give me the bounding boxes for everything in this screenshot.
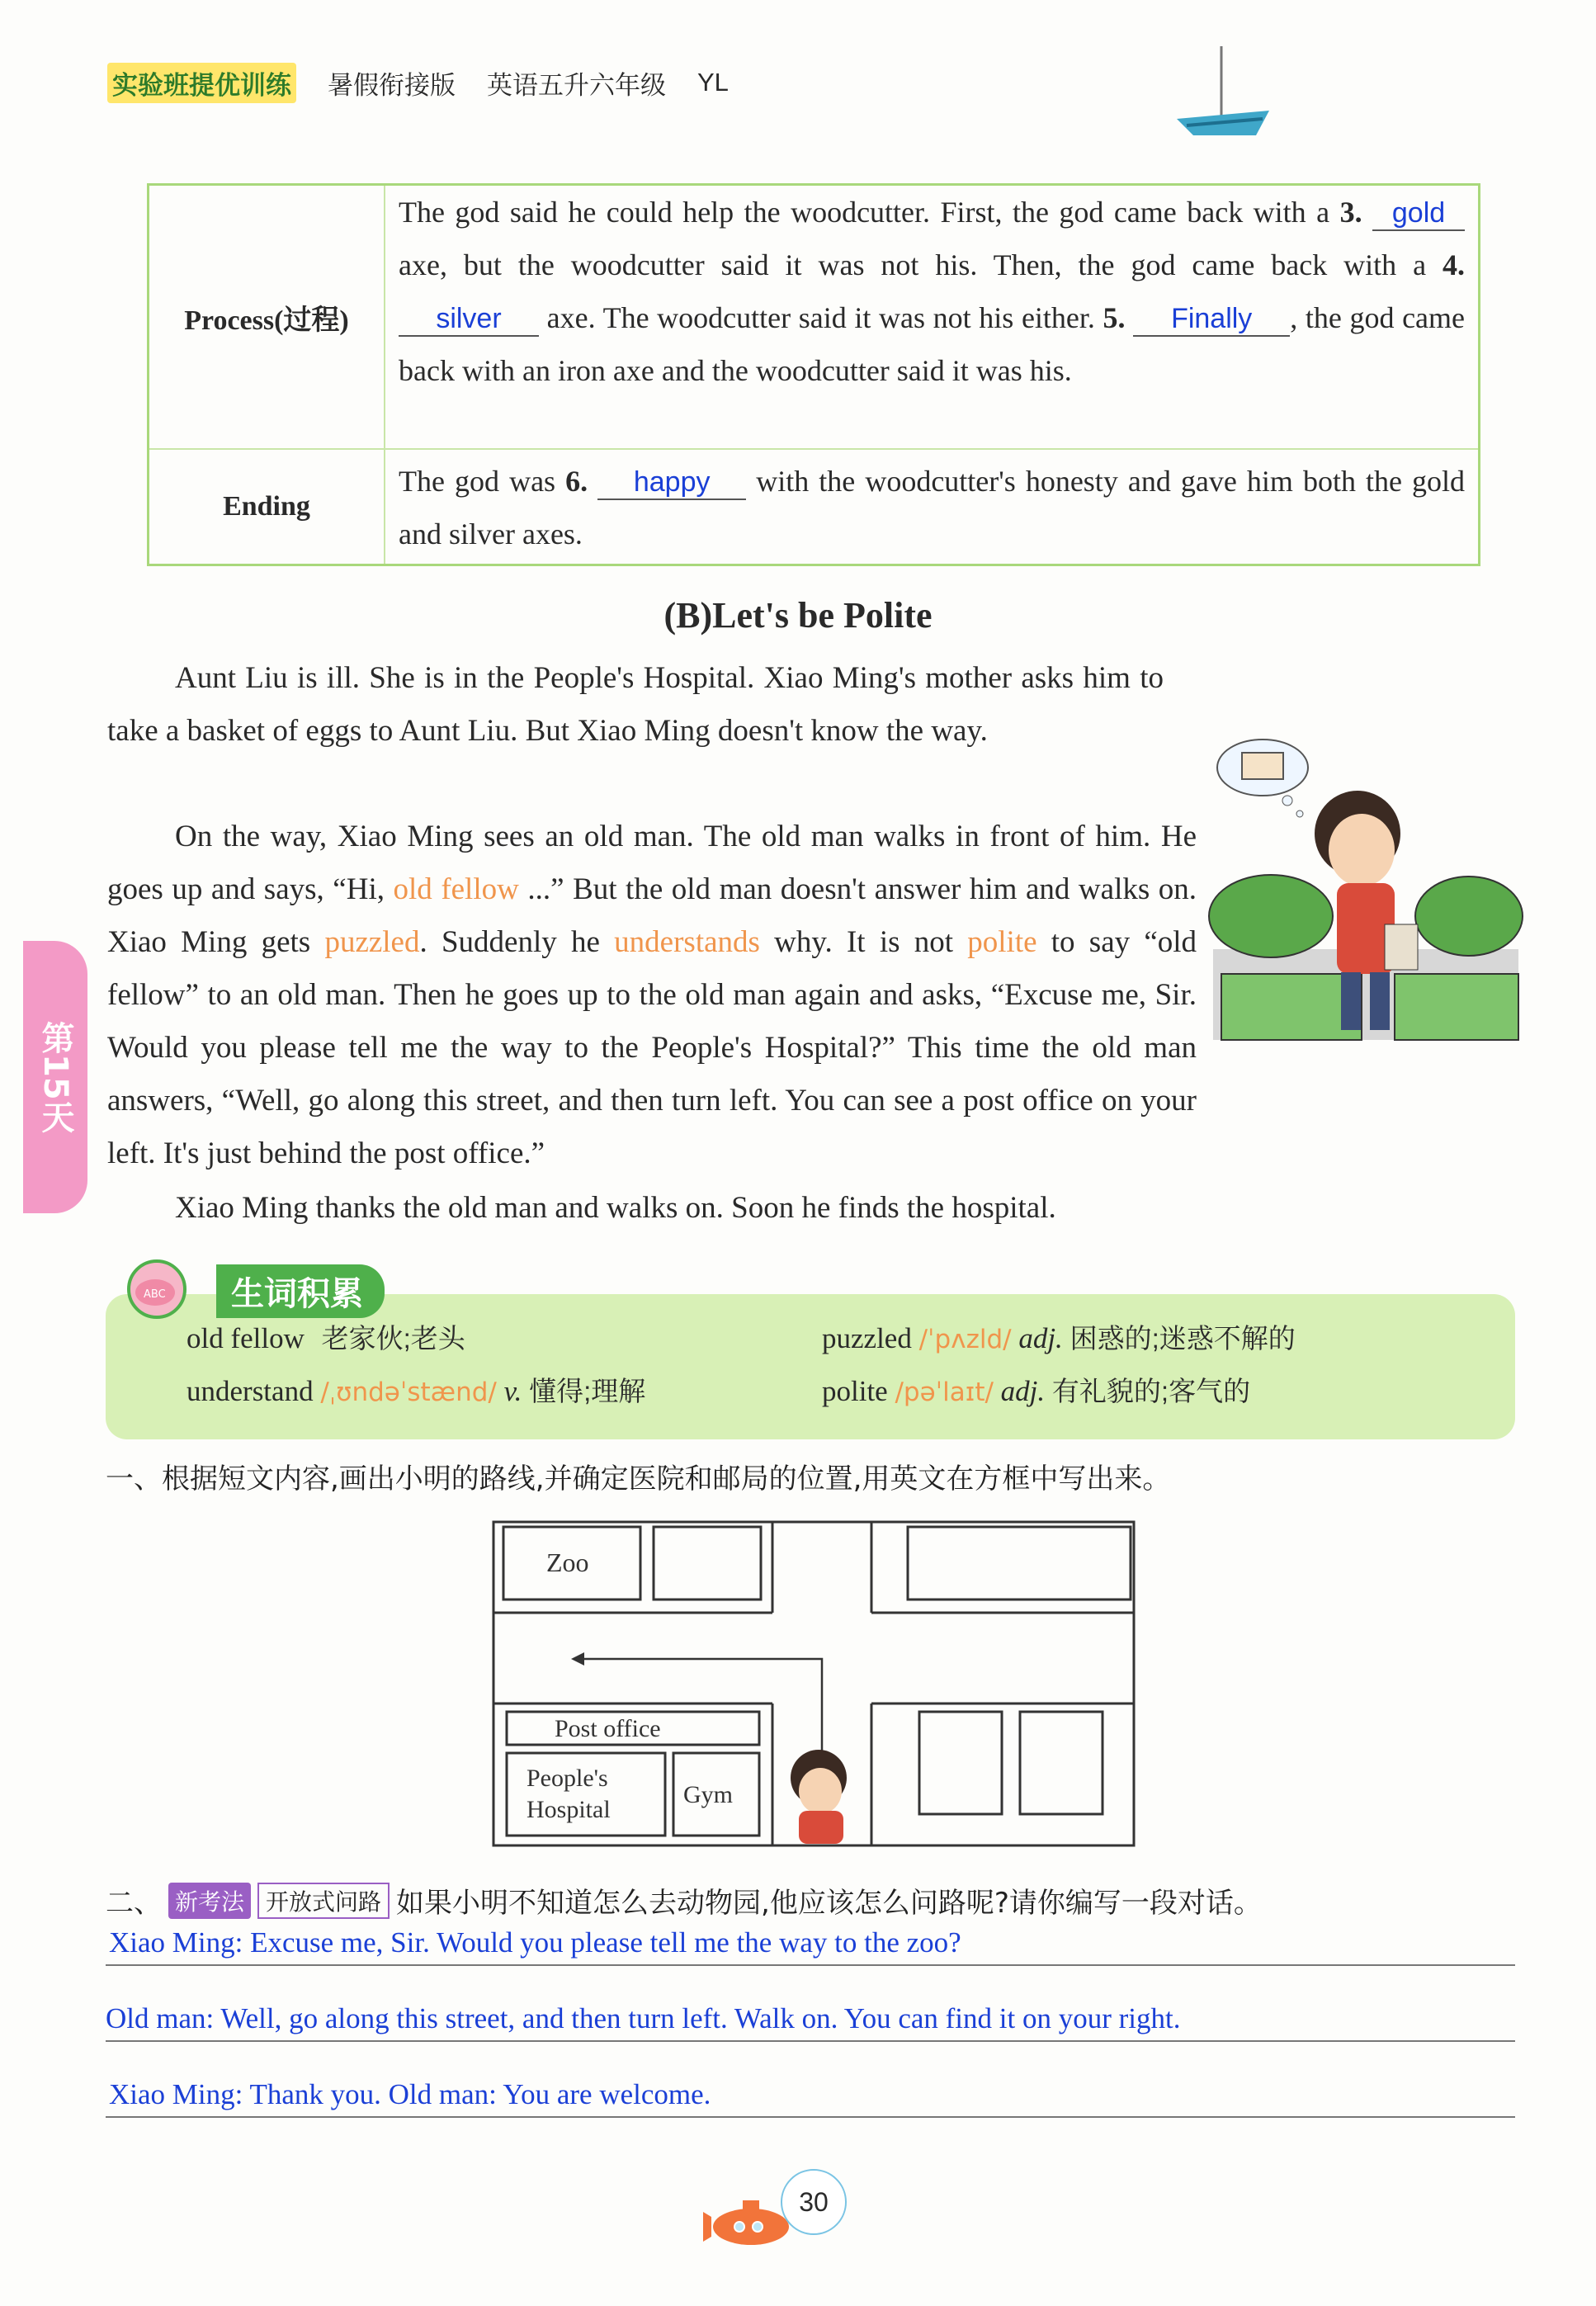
route-map	[492, 1520, 1136, 1847]
ending-text: The god was 6. happy with the woodcutter's honesty and gave him both the gold and silver axes.	[399, 465, 1466, 551]
answer-text-3: Xiao Ming: Thank you. Old man: You are welcome.	[109, 2078, 711, 2110]
piggy-bank-icon	[116, 1255, 215, 1321]
new-exam-tag: 新考法	[168, 1883, 251, 1919]
answer-blank-6: happy	[597, 465, 746, 500]
series-title: 实验班提优训练	[107, 63, 296, 103]
boy-thinking-illustration	[1205, 735, 1527, 1048]
subject-grade-label: 英语五升六年级	[487, 70, 666, 100]
vocab-entry-understand: understand /ˌʊndəˈstænd/ v. 懂得;理解	[187, 1375, 646, 1407]
vocab-highlight-understands: understands	[614, 925, 760, 959]
map-label-hospital-1: People's	[526, 1765, 608, 1792]
question-1-text: 一、根据短文内容,画出小明的路线,并确定医院和邮局的位置,用英文在方框中写出来。	[106, 1463, 1171, 1496]
story-structure-table	[147, 183, 1480, 566]
section-title: (B)Let's be Polite	[663, 595, 933, 636]
passage-paragraph-2: On the way, Xiao Ming sees an old man. The old man walks in front of him. He goes up and says, “Hi, old fellow ...” But the old man doesn't answer him and walks on. Xiao Ming gets puzzled. Suddenly he understands why. It is not polite to say “old fellow” to an old man. Then he goes up to the old man again and asks, “Excuse me, Sir. Would you please tell me the way to the People's Hospital?” This time the old man answers, “Well, go along this street, and then turn left. You can see a post office on your left. It's just behind the post office.”	[107, 820, 1197, 1170]
edition-label: 暑假衔接版	[328, 70, 456, 100]
map-label-zoo: Zoo	[546, 1548, 589, 1577]
answer-line-1	[106, 1915, 1515, 1966]
passage-paragraph-3: Xiao Ming thanks the old man and walks on. Soon he finds the hospital.	[175, 1191, 1056, 1225]
passage-paragraph-1: Aunt Liu is ill. She is in the People's Hospital. Xiao Ming's mother asks him to take a basket of eggs to Aunt Liu. But Xiao Ming doesn't know the way.	[107, 661, 1164, 748]
vocab-highlight-polite: polite	[967, 925, 1037, 959]
map-label-gym: Gym	[683, 1781, 733, 1808]
vocab-entry-polite: polite /pəˈlaɪt/ adj. 有礼貌的;客气的	[822, 1375, 1251, 1407]
boy-icon	[791, 1750, 847, 1844]
question-2-text: 如果小明不知道怎么去动物园,他应该怎么问路呢?请你编写一段对话。	[396, 1887, 1262, 1920]
map-block-bottom-right-1	[919, 1712, 1002, 1814]
process-label: Process(过程)	[149, 186, 385, 448]
vocab-title: 生词积累	[216, 1264, 385, 1318]
table-row-process	[149, 186, 1478, 450]
answer-blank-3: gold	[1372, 196, 1465, 231]
map-block-top-3	[908, 1527, 1131, 1600]
submarine-icon	[703, 2179, 794, 2253]
answer-line-2	[106, 1991, 1515, 2042]
vocab-entry-puzzled: puzzled /ˈpʌzld/ adj. 困惑的;迷惑不解的	[822, 1322, 1296, 1354]
answer-blank-5: Finally	[1133, 302, 1290, 337]
answer-blank-4: silver	[399, 302, 539, 337]
vocab-highlight-puzzled: puzzled	[324, 925, 420, 959]
svg-text:ABC: ABC	[144, 1288, 166, 1301]
page-number: 30	[781, 2169, 847, 2235]
page-header	[0, 0, 1596, 144]
process-text: The god said he could help the woodcutter. First, the god came back with a 3. gold axe, but the woodcutter said it was not his. Then, the god came back with a 4. silver axe. The woodcutter said it was not his either. 5. Finally , the god came back with an iron axe and the woodcutter said it was his.	[399, 196, 1466, 387]
publisher-code: YL	[697, 68, 729, 97]
answer-text-2: Old man: Well, go along this street, and then turn left. Walk on. You can find it on your right.	[106, 2002, 1181, 2034]
map-block-bottom-right-2	[1020, 1712, 1103, 1814]
day-tab: 第15天	[23, 941, 87, 1213]
ending-label: Ending	[149, 450, 385, 564]
map-block-top-2	[654, 1527, 761, 1600]
question-2: 二、 新考法 开放式问路 如果小明不知道怎么去动物园,他应该怎么问路呢?请你编写一段对话。	[106, 1880, 1262, 1921]
vocab-entry-old-fellow: old fellow 老家伙;老头	[187, 1322, 465, 1354]
map-label-post-office: Post office	[555, 1715, 661, 1742]
answer-line-3	[106, 2067, 1515, 2118]
answer-text-1: Xiao Ming: Excuse me, Sir. Would you please tell me the way to the zoo?	[109, 1926, 961, 1959]
map-label-hospital-2: Hospital	[526, 1796, 611, 1823]
vocab-title-badge	[116, 1255, 396, 1321]
open-question-tag: 开放式问路	[257, 1883, 390, 1919]
vocab-highlight-old-fellow: old fellow	[393, 872, 519, 906]
table-row-ending	[149, 450, 1478, 564]
sailboat-icon	[1170, 43, 1277, 142]
route-arrow-head	[571, 1652, 584, 1666]
